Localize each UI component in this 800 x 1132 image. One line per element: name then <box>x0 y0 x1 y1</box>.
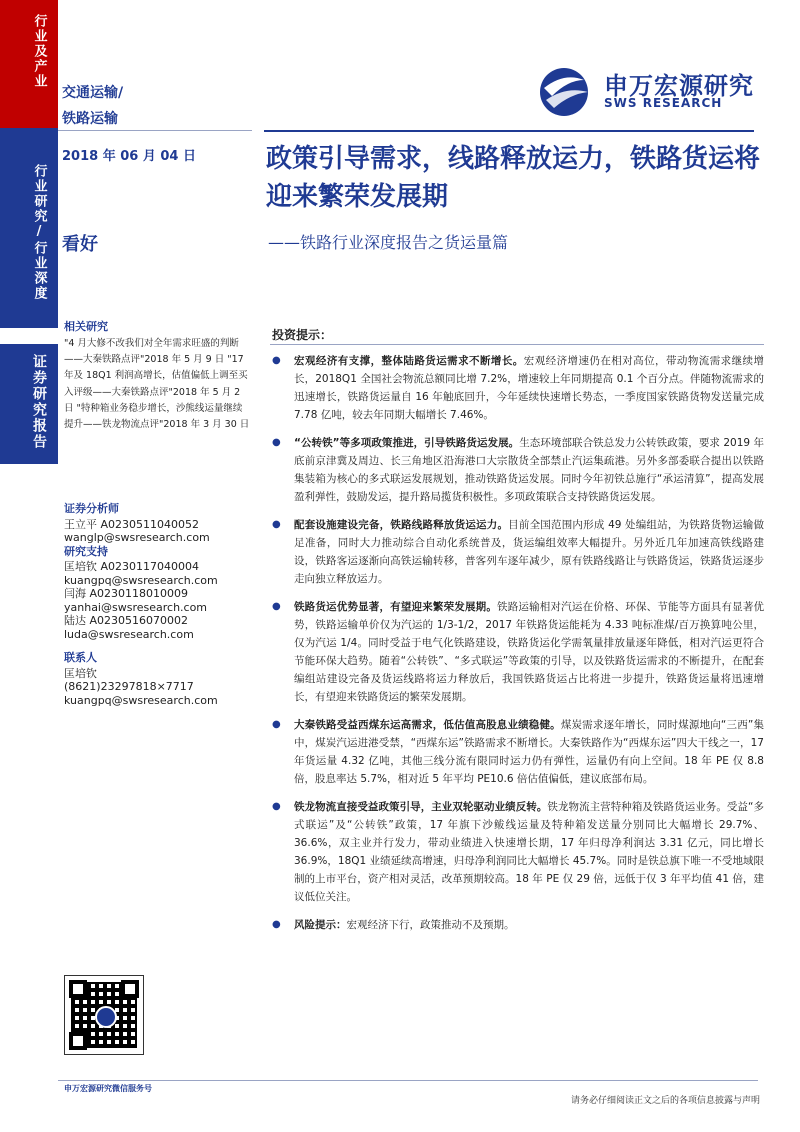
bullet-text: 生态环境部联合铁总发力公转铁政策，要求 2019 年底前京津冀及周边、长三角地区沿海港口大宗散货全部禁止汽运集疏港。另外多部委联合提出以铁路集装箱为核心的多式联运发展规划，推动铁路货运发展。同时今年初铁总施行“承运清算”，提高发展盈利弹性，鼓励发运，提升路局揽货积极性。多项政策联合支持铁路货运发展。 <box>294 437 764 503</box>
contact-email[interactable]: kuangpq@swsresearch.com <box>64 693 218 707</box>
industry-label: 交通运输/ <box>62 85 124 101</box>
bullet-icon: ● <box>272 801 281 812</box>
bullet-lead: 铁龙物流直接受益政策引导，主业双轮驱动业绩反转。 <box>294 801 548 813</box>
bullet-lead: 铁路货运优势显著，有望迎来繁荣发展期。 <box>294 601 498 613</box>
support-line: 闫海 A0230118010009 <box>64 587 189 600</box>
bullet-icon: ● <box>272 601 281 612</box>
summary-bullet <box>272 434 764 506</box>
analyst-heading: 证券分析师 <box>64 502 119 515</box>
related-research-heading: 相关研究 <box>64 320 108 333</box>
category-tag-securities-report: 证券研究报告 <box>0 344 58 464</box>
bullet-icon: ● <box>272 519 281 530</box>
support-line: 匡培钦 A0230117040004 <box>64 560 200 573</box>
summary-divider <box>270 344 764 345</box>
bullet-text: 煤炭需求逐年增长，同时煤源地向“三西”集中，煤炭汽运进港受禁，“西煤东运”铁路需求不断增长。大秦铁路作为“西煤东运”四大干线之一，17 年货运量 4.32 亿吨，其他三线分流有限同时运力仍有弹性，运量仍有向上空间。18 年 PE 仅 8.8 倍，股息率达 5.7%，相对近 5 年平均 PE10.6 倍估值偏低，建议底部布局。 <box>294 719 764 785</box>
bullet-text: 铁龙物流主营特种箱及铁路货运业务。受益“多式联运”及“公转铁”政策，17 年旗下沙鲅线运量及特种箱发送量分别同比大幅增长 29.7%、36.6%，双主业并行发力，带动业绩进入快速增长期，17 年归母净利润达 3.31 亿元，同比增长 36.9%，18Q1 业绩延续高增速，归母净利润同比大幅增长 45.7%。同时是铁总旗下唯一不受地域限制的上市平台，资产相对灵活，改革预期较高。18 年 PE 仅 29 倍，远低于仅 3 年平均值 41 倍，建议低位关注。 <box>294 801 764 903</box>
support-email[interactable]: yanhai@swsresearch.com <box>64 600 208 614</box>
footer-disclaimer: 请务必仔细阅读正文之后的各项信息披露与声明 <box>570 1096 760 1106</box>
analyst-line: 王立平 A0230511040052 <box>64 517 200 531</box>
company-logo <box>538 66 758 118</box>
summary-bullet <box>272 916 764 934</box>
analyst-email[interactable]: wanglp@swsresearch.com <box>64 531 210 544</box>
category-tag-report-type: 行业研究/行业深度 <box>0 128 58 328</box>
summary-heading: 投资提示： <box>272 328 333 342</box>
contact-name: 匡培钦 <box>64 666 97 680</box>
bullet-icon: ● <box>272 919 281 930</box>
logo-en-text: SWS RESEARCH <box>604 96 723 110</box>
report-title: 政策引导需求，线路释放运力，铁路货运将迎来繁荣发展期 <box>266 144 761 212</box>
summary-bullet <box>272 598 764 706</box>
bullet-icon: ● <box>272 355 281 366</box>
related-research-list: "4 月大修不改我们对全年需求旺盛的判断——大秦铁路点评"2018 年 5 月 9 日 "17 年及 18Q1 利润高增长，估值偏低上调至买入评级——大秦铁路点评"2018 年 5 月 2 日 "特种箱业务稳步增长，沙熊线运量继续提升——铁龙物流点评"2018 年 3 月 30 日 <box>64 338 250 431</box>
analyst-block <box>64 502 254 641</box>
wechat-service-label: 申万宏源研究微信服务号 <box>64 1084 152 1093</box>
bullet-lead: 宏观经济有支撑，整体陆路货运需求不断增长。 <box>294 355 524 367</box>
bullet-text: 宏观经济下行，政策推动不及预期。 <box>346 919 515 931</box>
bullet-text: 目前全国范围内形成 49 处编组站，为铁路货物运输做足准备，同时大力推动综合自动化系统普及，货运编组效率大幅提升。另外近几年加速高铁线路建设，铁路客运逐渐向高铁运输转移，普客列车逐年减少，原有铁路线路让与铁路货运，铁路货运逐步走向独立释放运力。 <box>294 519 764 585</box>
logo-cn-text: 申万宏源研究 <box>604 72 754 100</box>
summary-bullet <box>272 352 764 424</box>
bullet-lead: 配套设施建设完备，铁路线路释放货运运力。 <box>294 519 509 531</box>
report-date: 2018 年 06 月 04 日 <box>62 149 196 164</box>
support-line: 陆达 A0230516070002 <box>64 614 189 627</box>
rating-label: 看好 <box>62 234 98 255</box>
support-heading: 研究支持 <box>64 544 108 558</box>
logo-emblem-icon <box>538 66 598 118</box>
contact-block <box>64 651 254 707</box>
support-email[interactable]: luda@swsresearch.com <box>64 627 194 641</box>
bullet-lead: 大秦铁路受益西煤东运高需求，低估值高股息业绩稳健。 <box>294 719 561 731</box>
footer-divider <box>58 1080 758 1081</box>
bullet-lead: “公转铁”等多项政策推进，引导铁路货运发展。 <box>294 437 520 449</box>
bullet-text: 宏观经济增速仍在相对高位，带动物流需求继续增长，2018Q1 全国社会物流总额同比增 7.2%，增速较上年同期提高 0.1 个百分点。伴随物流需求的迅速增长，铁路货运量自 16 年触底回升，今年延续快速增长势态，一季度国家铁路货物发送量完成 7.78 亿吨，较去年同期大幅增长 7.46%。 <box>294 355 764 421</box>
summary-bullet <box>272 798 764 906</box>
bullet-lead: 风险提示： <box>294 919 347 931</box>
summary-bullet <box>272 516 764 588</box>
qr-code-icon <box>64 975 144 1055</box>
sub-industry-label: 铁路运输 <box>62 111 118 127</box>
category-tag-red: 行业及产业 <box>0 0 58 128</box>
contact-phone: (8621)23297818×7717 <box>64 680 194 693</box>
bullet-text: 铁路运输相对汽运在价格、环保、节能等方面具有显著优势，铁路运输单价仅为汽运的 1/3-1/2，2017 年铁路货运能耗为 4.33 吨标准煤/百万换算吨公里，仅为汽运 1/4。同时受益于电气化铁路建设，铁路货运化学需氧量排放量逐年降低，相对汽运更符合节能环保大趋势。随着“公转铁”、“多式联运”等政策的引导，以及铁路货运需求的不断提升，在配套编组站建设完备及货运线路将运力释放后，我国铁路货运占比将进一步提升，铁路货运量将迅速增长，有望迎来铁路货运的繁荣发展期。 <box>294 601 765 703</box>
bullet-icon: ● <box>272 437 281 448</box>
summary-bullets <box>272 352 764 944</box>
summary-bullet <box>272 716 764 788</box>
divider <box>264 130 754 132</box>
report-subtitle: ——铁路行业深度报告之货运量篇 <box>268 233 509 252</box>
bullet-icon: ● <box>272 719 281 730</box>
support-email[interactable]: kuangpq@swsresearch.com <box>64 573 218 587</box>
contact-heading: 联系人 <box>64 651 97 664</box>
divider <box>58 130 252 131</box>
